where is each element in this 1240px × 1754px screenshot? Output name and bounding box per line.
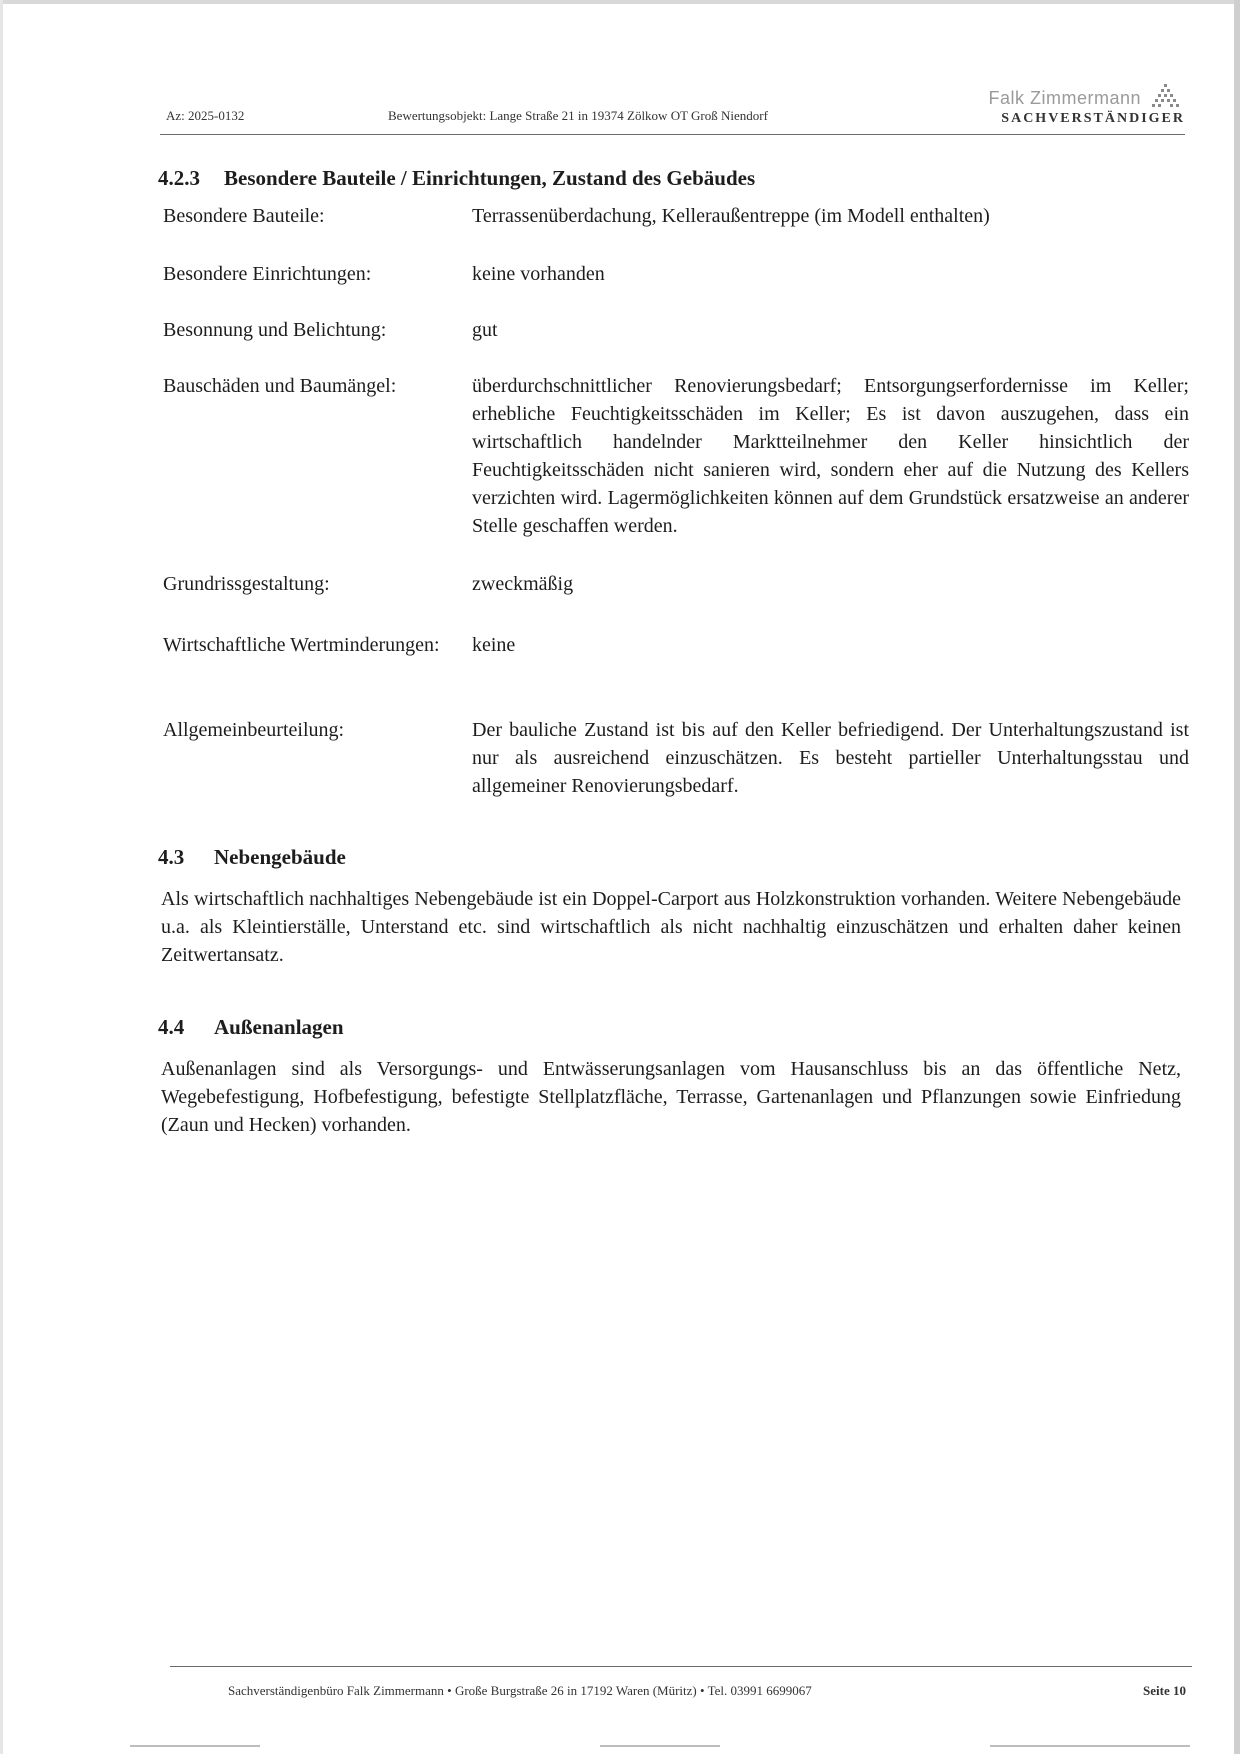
row-value: überdurchschnittlicher Renovierungsbedarf; Entsorgungserfordernisse im Keller; erhebliche Feuchtigkeitsschäden im Keller; Es ist davon auszugehen, dass ein wirtschaftlich handelnder Marktteilnehmer den Keller hinsichtlich der Feuchtigkeitsschäden nicht sanieren wird, sondern eher auf die Nutzung des Kellers verzichten wird. Lagermöglichkeiten können auf dem Grundstück ersatzweise an anderer Stelle geschaffen werden. xyxy=(472,375,1189,537)
scan-mark xyxy=(600,1745,720,1747)
logo-name: Falk Zimmermann xyxy=(988,88,1141,108)
section-heading-4-3 xyxy=(158,845,346,870)
section-heading-4-4 xyxy=(158,1015,344,1040)
file-reference: Az: 2025-0132 xyxy=(166,108,245,123)
company-logo xyxy=(975,82,1185,134)
scan-edge-left xyxy=(0,0,3,1754)
row-value: zweckmäßig xyxy=(472,573,574,595)
section-number: 4.3 xyxy=(158,845,185,869)
row-label: Allgemeinbeurteilung: xyxy=(163,719,345,741)
row-value: keine vorhanden xyxy=(472,263,605,285)
footer-address: Sachverständigenbüro Falk Zimmermann • Große Burgstraße 26 in 17192 Waren (Müritz) • Tel. 03991 6699067 xyxy=(228,1683,812,1698)
logo-title: SACHVERSTÄNDIGER xyxy=(1001,111,1185,126)
section-heading-4-2-3 xyxy=(158,166,755,191)
row-label: Grundrissgestaltung: xyxy=(163,573,330,595)
row-value: Der bauliche Zustand ist bis auf den Keller befriedigend. Der Unterhaltungszustand ist nur als ausreichend einzuschätzen. Es besteht partieller Unterhaltungsstau und allgemeiner Renovierungsbedarf. xyxy=(472,719,1189,797)
row-label: Wirtschaftliche Wertminderungen: xyxy=(163,634,440,656)
page-header xyxy=(160,82,1185,136)
section-paragraph-4-4: Außenanlagen sind als Versorgungs- und Entwässerungsanlagen vom Hausanschluss bis an das öffentliche Netz, Wegebefestigung, Hofbefestigung, befestigte Stellplatzfläche, Terrasse, Gartenanlagen und Pflanzungen sowie Einfriedung (Zaun und Hecken) vorhanden. xyxy=(161,1058,1181,1136)
row-label: Besonnung und Belichtung: xyxy=(163,319,387,341)
row-label: Bauschäden und Baumängel: xyxy=(163,375,397,397)
scan-edge-right xyxy=(1234,0,1240,1754)
valuation-object: Bewertungsobjekt: Lange Straße 21 in 19374 Zölkow OT Groß Niendorf xyxy=(388,108,768,123)
roof-pyramid-logo-icon xyxy=(1147,82,1185,114)
header-divider xyxy=(160,134,1185,135)
section-number: 4.2.3 xyxy=(158,166,200,190)
scan-mark xyxy=(130,1745,260,1747)
row-label: Besondere Bauteile: xyxy=(163,205,325,227)
section-title: Besondere Bauteile / Einrichtungen, Zustand des Gebäudes xyxy=(224,166,756,190)
row-value: gut xyxy=(472,319,498,341)
scan-edge-top xyxy=(0,0,1240,4)
section-title: Außenanlagen xyxy=(214,1015,344,1039)
footer-divider xyxy=(170,1666,1192,1667)
section-number: 4.4 xyxy=(158,1015,185,1039)
row-value: keine xyxy=(472,634,516,656)
page-footer xyxy=(228,1683,1186,1699)
row-label: Besondere Einrichtungen: xyxy=(163,263,372,285)
section-title: Nebengebäude xyxy=(214,845,346,869)
scan-mark xyxy=(990,1745,1190,1747)
section-paragraph-4-3: Als wirtschaftlich nachhaltiges Nebengebäude ist ein Doppel-Carport aus Holzkonstruktion vorhanden. Weitere Nebengebäude u.a. als Kleintierställe, Unterstand etc. sind wirtschaftlich als nicht nachhaltig einzuschätzen und erhalten daher keinen Zeitwertansatz. xyxy=(161,888,1181,966)
page-number: Seite 10 xyxy=(1143,1683,1186,1698)
row-value: Terrassenüberdachung, Kelleraußentreppe (im Modell enthalten) xyxy=(472,205,990,227)
